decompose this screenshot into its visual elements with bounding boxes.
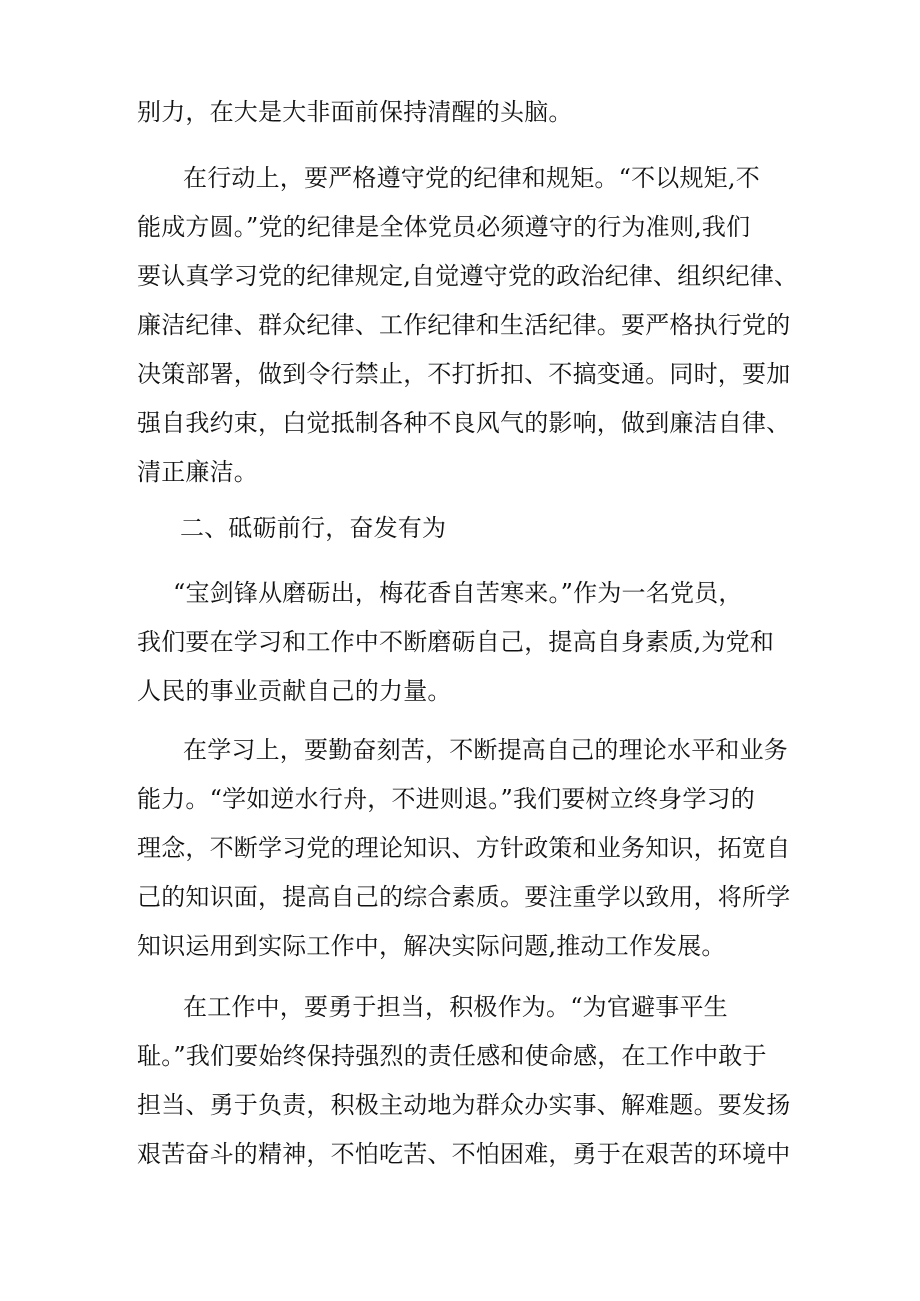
- paragraph-first-line: 在学习上，要勤奋刻苦，不断提高自己的理论水平和业务: [183, 736, 788, 764]
- text-line: 耻。”我们要始终保持强烈的责任感和使命感，在工作中敢于: [137, 1042, 767, 1070]
- text-line: 别力，在大是大非面前保持清醒的头脑。: [137, 98, 573, 126]
- text-line: 担当、勇于负责，积极主动地为群众办实事、解难题。要发扬: [137, 1091, 791, 1119]
- paragraph-first-line: 在行动上，要严格遵守党的纪律和规矩。“不以规矩,不: [183, 164, 760, 192]
- text-line: 能成方圆。”党的纪律是全体党员必须遵守的行为准则,我们: [137, 213, 751, 241]
- text-line: 理念，不断学习党的理论知识、方针政策和业务知识，拓宽自: [137, 834, 791, 862]
- text-line: 人民的事业贡献自己的力量。: [137, 677, 452, 705]
- text-line: 艰苦奋斗的精神，不怕吃苦、不怕困难，勇于在艰苦的环境中: [137, 1140, 791, 1168]
- paragraph-first-line: “宝剑锋从磨砺出，梅花香自苦寒来。”作为一名党员，: [173, 579, 743, 607]
- text-line: 能力。“学如逆水行舟，不进则退。”我们要树立终身学习的: [137, 785, 755, 813]
- text-line: 强自我约束，白觉抵制各种不良风气的影响，做到廉洁自律、: [137, 409, 791, 437]
- text-line: 要认真学习党的纪律规定,自觉遵守党的政治纪律、组织纪律、: [137, 262, 799, 290]
- text-line: 决策部署，做到令行禁止，不打折扣、不搞变通。同时，要加: [137, 360, 791, 388]
- text-line: 廉洁纪律、群众纪律、工作纪律和生活纪律。要严格执行党的: [137, 311, 791, 339]
- text-line: 己的知识面，提高自己的综合素质。要注重学以致用，将所学: [137, 883, 791, 911]
- paragraph-first-line: 在工作中，要勇于担当，积极作为。“为官避事平生: [183, 993, 728, 1021]
- text-line: 我们要在学习和工作中不断磨砺自己，提高自身素质,为党和: [137, 628, 775, 656]
- text-line: 清正廉洁。: [137, 458, 258, 486]
- section-heading: 二、砥砺前行，奋发有为: [180, 514, 447, 542]
- text-line: 知识运用到实际工作中，解决实际问题,推动工作发展。: [137, 932, 726, 960]
